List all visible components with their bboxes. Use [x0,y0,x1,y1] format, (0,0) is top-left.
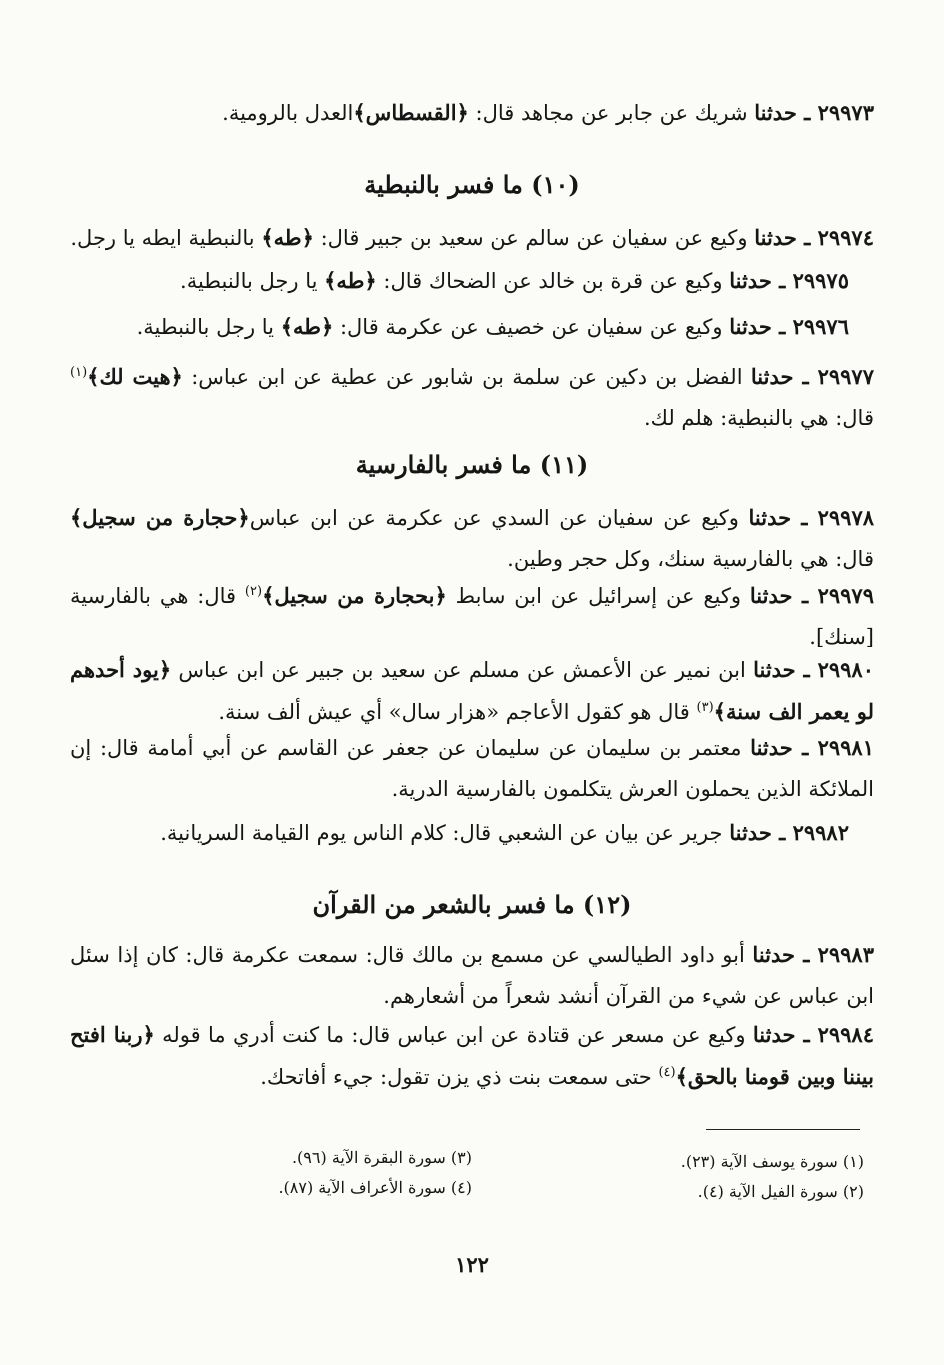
hadith-29984: ٢٩٩٨٤ ـ حدثنا وكيع عن مسعر عن قتادة عن ابن عباس قال: ما كنت أدري ما قوله ﴿ربنا افتح بيننا وبين قومنا بالحق﴾$^{(٤)}$ حتى سمعت بنت ذي يزن تقول: جيء أفاتحك. [70,1022,874,1089]
haddathana: حدثنا [729,314,772,339]
page-number: ١٢٢ [455,1252,489,1277]
entry-number: ٢٩٩٧٤ [817,225,874,250]
footnote-4: (٤) سورة الأعراف الآية (٨٧). [278,1178,472,1197]
section-heading-11: (١١) ما فسر بالفارسية [355,450,589,479]
quran-quote: ﴿يود أحدهم لو يعمر الف سنة﴾ [70,657,874,724]
haddathana: حدثنا [754,100,797,125]
quran-quote: ﴿بحجارة من سجيل﴾ [262,583,447,608]
footnote-3: (٣) سورة البقرة الآية (٩٦). [291,1148,472,1167]
entry-number: ٢٩٩٨٢ [792,820,849,845]
haddathana: حدثنا [749,583,793,608]
haddathana: حدثنا [750,735,793,760]
quran-quote: ﴿طه﴾ [261,225,314,250]
hadith-29974: ٢٩٩٧٤ ـ حدثنا وكيع عن سفيان عن سالم عن سعيد بن جبير قال: ﴿طه﴾ بالنبطية ايطه يا رجل. [70,225,874,250]
footnote-ref: (٣) [696,700,714,715]
footnote-1: (١) سورة يوسف الآية (٢٣). [680,1152,864,1171]
haddathana: حدثنا [752,1022,796,1047]
entry-number: ٢٩٩٧٥ [792,268,849,293]
footnote-ref: (١) [70,365,88,380]
haddathana: حدثنا [753,657,796,682]
hadith-29982: ٢٩٩٨٢ ـ حدثنا جرير عن بيان عن الشعبي قال: كلام الناس يوم القيامة السريانية. [160,820,849,845]
entry-number: ٢٩٩٧٦ [792,314,849,339]
entry-number: ٢٩٩٨١ [817,735,874,760]
footnote-separator [706,1129,860,1130]
footnote-ref: (٢) [244,584,263,599]
hadith-29975: ٢٩٩٧٥ ـ حدثنا وكيع عن قرة بن خالد عن الضحاك قال: ﴿طه﴾ يا رجل بالنبطية. [180,268,849,293]
haddathana: حدثنا [729,268,772,293]
quran-quote: ﴿طه﴾ [280,314,334,339]
quran-quote: ﴿ربنا افتح بيننا وبين قومنا بالحق﴾ [70,1022,874,1089]
entry-number: ٢٩٩٨٤ [817,1022,874,1047]
haddathana: حدثنا [754,225,797,250]
quran-quote: ﴿هيت لك﴾ [87,364,183,389]
entry-number: ٢٩٩٨٠ [817,657,874,682]
entry-number: ٢٩٩٧٨ [817,505,875,530]
hadith-29979: ٢٩٩٧٩ ـ حدثنا وكيع عن إسرائيل عن ابن سابط ﴿بحجارة من سجيل﴾$^{(٢)}$ قال: هي بالفارسية [سنك]. [70,583,874,649]
haddathana: حدثنا [748,505,792,530]
haddathana: حدثنا [752,942,796,967]
hadith-29978: ٢٩٩٧٨ ـ حدثنا وكيع عن سفيان عن السدي عن عكرمة عن ابن عباس﴿حجارة من سجيل﴾ قال: هي بالفارسية سنك، وكل حجر وطين. [70,505,875,571]
hadith-29976: ٢٩٩٧٦ ـ حدثنا وكيع عن سفيان عن خصيف عن عكرمة قال: ﴿طه﴾ يا رجل بالنبطية. [136,314,849,339]
entry-number: ٢٩٩٧٣ [817,100,874,125]
hadith-29980: ٢٩٩٨٠ ـ حدثنا ابن نمير عن الأعمش عن مسلم عن سعيد بن جبير عن ابن عباس ﴿يود أحدهم لو يعمر الف سنة﴾$^{(٣)}$ قال هو كقول الأعاجم «هزار سال» أي عيش ألف سنة. [70,657,874,724]
section-heading-12: (١٢) ما فسر بالشعر من القرآن [312,890,632,919]
quran-quote: ﴿القسطاس﴾ [353,100,469,125]
footnote-2: (٢) سورة الفيل الآية (٤). [697,1182,864,1201]
entry-number: ٢٩٩٨٣ [817,942,874,967]
entry-number: ٢٩٩٧٧ [817,364,874,389]
quran-quote: ﴿حجارة من سجيل﴾ [70,505,250,530]
footnote-ref: (٤) [658,1065,676,1080]
haddathana: حدثنا [750,364,794,389]
hadith-29981: ٢٩٩٨١ ـ حدثنا معتمر بن سليمان عن سليمان عن جعفر عن القاسم عن أبي أمامة قال: إن الملائكة الذين يحملون العرش يتكلمون بالفارسية الدرية. [70,735,874,801]
hadith-29983: ٢٩٩٨٣ ـ حدثنا أبو داود الطيالسي عن مسمع بن مالك قال: سمعت عكرمة قال: كان إذا سئل ابن عباس عن شيء من القرآن أنشد شعراً من أشعارهم. [70,942,874,1008]
entry-number: ٢٩٩٧٩ [817,583,874,608]
section-heading-10: (١٠) ما فسر بالنبطية [364,170,580,199]
haddathana: حدثنا [729,820,772,845]
hadith-29973: ٢٩٩٧٣ ـ حدثنا شريك عن جابر عن مجاهد قال: ﴿القسطاس﴾العدل بالرومية. [222,100,874,125]
quran-quote: ﴿طه﴾ [324,268,377,293]
hadith-29977: ٢٩٩٧٧ ـ حدثنا الفضل بن دكين عن سلمة بن شابور عن عطية عن ابن عباس: ﴿هيت لك﴾$^{(١)}$ قال: هي بالنبطية: هلم لك. [70,364,874,430]
